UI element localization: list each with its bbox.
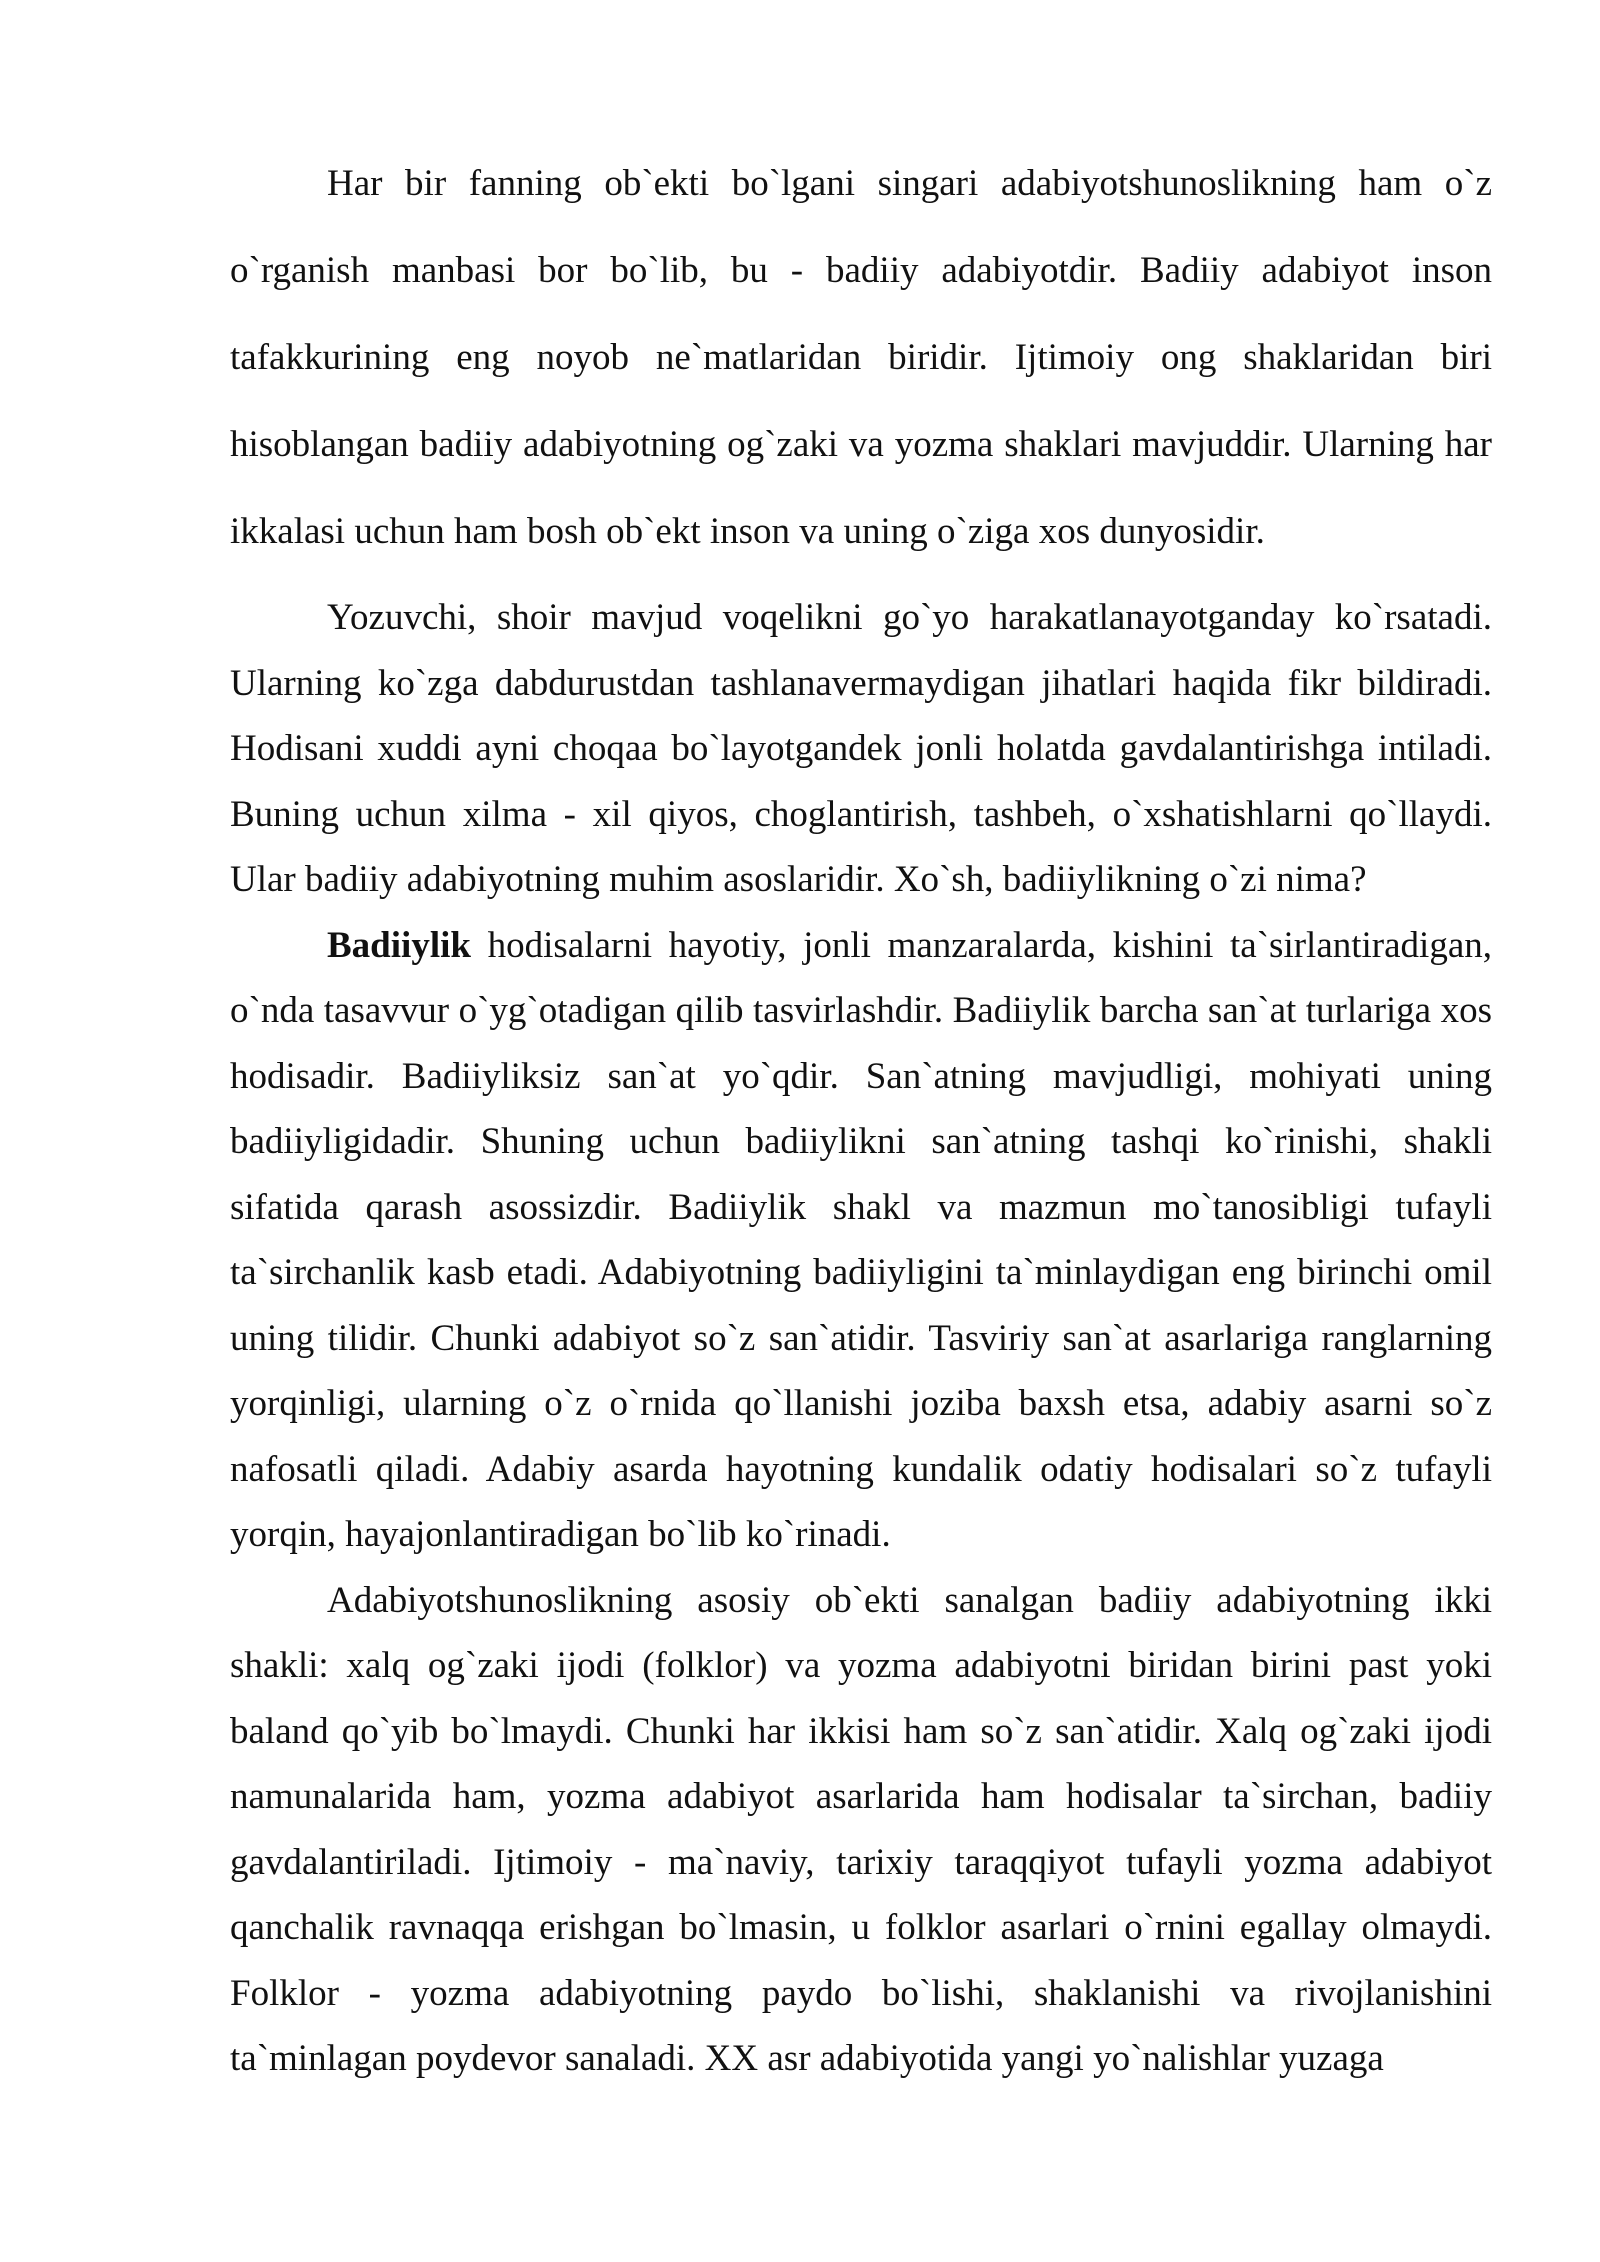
paragraph-4	[230, 1568, 1492, 2092]
paragraph-1	[230, 140, 1492, 575]
paragraph-3	[230, 913, 1492, 1568]
paragraph-2	[230, 585, 1492, 913]
paragraph-3-text: hodisalarni hayotiy, jonli manzaralarda, kishini ta`sirlantiradigan, o`nda tasavvur o`yg`otadigan qilib tasvirlashdir. Badiiylik barcha san`at turlariga xos hodisadir. Badiiyliksiz san`at yo`qdir. San`atning mavjudligi, mohiyati uning badiiyligidadir. Shuning uchun badiiylikni san`atning tashqi ko`rinishi, shakli sifatida qarash asossizdir. Badiiylik shakl va mazmun mo`tanosibligi tufayli ta`sirchanlik kasb etadi. Adabiyotning badiiyligini ta`minlaydigan eng birinchi omil uning tilidir. Chunki adabiyot so`z san`atidir. Tasviriy san`at asarlariga ranglarning yorqinligi, ularning o`z o`rnida qo`llanishi joziba baxsh etsa, adabiy asarni so`z nafosatli qiladi. Adabiy asarda hayotning kundalik odatiy hodisalari so`z tufayli yorqin, hayajonlantiradigan bo`lib ko`rinadi.	[230, 924, 1492, 1555]
paragraph-1-text: Har bir fanning ob`ekti bo`lgani singari adabiyotshunoslikning ham o`z o`rganish manbasi bor bo`lib, bu - badiiy adabiyotdir. Badiiy adabiyot inson tafakkurining eng noyob ne`matlaridan biridir. Ijtimoiy ong shaklaridan biri hisoblangan badiiy adabiyotning og`zaki va yozma shaklari mavjuddir. Ularning har ikkalasi uchun ham bosh ob`ekt inson va uning o`ziga xos dunyosidir.	[230, 163, 1492, 552]
document-page	[230, 140, 1492, 2092]
bold-term: Badiiylik	[327, 924, 471, 966]
paragraph-4-text: Adabiyotshunoslikning asosiy ob`ekti sanalgan badiiy adabiyotning ikki shakli: xalq og`zaki ijodi (folklor) va yozma adabiyotni biridan birini past yoki baland qo`yib bo`lmaydi. Chunki har ikkisi ham so`z san`atidir. Xalq og`zaki ijodi namunalarida ham, yozma adabiyot asarlarida ham hodisalar ta`sirchan, badiiy gavdalantiriladi. Ijtimoiy - ma`naviy, tarixiy taraqqiyot tufayli yozma adabiyot qanchalik ravnaqqa erishgan bo`lmasin, u folklor asarlari o`rnini egallay olmaydi. Folklor - yozma adabiyotning paydo bo`lishi, shaklanishi va rivojlanishini ta`minlagan poydevor sanaladi. XX asr adabiyotida yangi yo`nalishlar yuzaga	[230, 1579, 1492, 2079]
paragraph-2-text: Yozuvchi, shoir mavjud voqelikni go`yo harakatlanayotganday ko`rsatadi. Ularning ko`zga dabdurustdan tashlanavermaydigan jihatlari haqida fikr bildiradi. Hodisani xuddi ayni choqaa bo`layotgandek jonli holatda gavdalantirishga intiladi. Buning uchun xilma - xil qiyos, choglantirish, tashbeh, o`xshatishlarni qo`llaydi. Ular badiiy adabiyotning muhim asoslaridir. Xo`sh, badiiylikning o`zi nima?	[230, 597, 1492, 900]
